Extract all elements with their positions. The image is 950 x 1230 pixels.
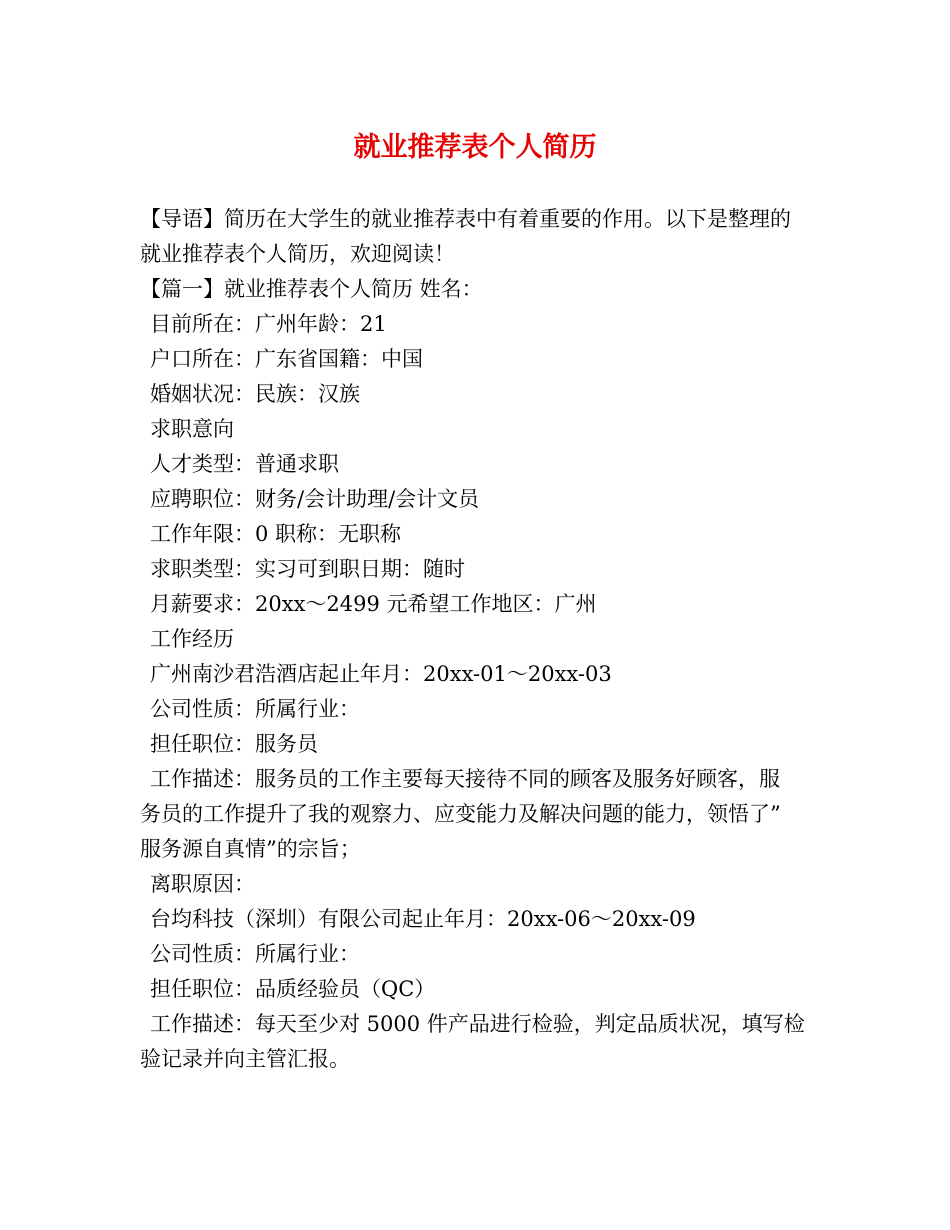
document-body <box>140 202 812 1077</box>
text-line: 广州南沙君浩酒店起止年月：20xx-01～20xx-03 <box>150 662 612 686</box>
text-line: 工作描述：服务员的工作主要每天接待不同的顾客及服务好顾客，服 <box>150 767 780 791</box>
text-line: 公司性质：所属行业： <box>150 697 360 721</box>
text-line: 【篇一】就业推荐表个人简历 姓名： <box>140 277 483 301</box>
text-line: 求职意向 <box>150 417 234 441</box>
text-line: 验记录并向主管汇报。 <box>140 1047 350 1071</box>
text-line: 台均科技（深圳）有限公司起止年月：20xx-06～20xx-09 <box>150 907 696 931</box>
text-line: 工作年限：0 职称：无职称 <box>150 522 402 546</box>
text-line: 求职类型：实习可到职日期：随时 <box>150 557 465 581</box>
text-line: 工作经历 <box>150 627 234 651</box>
text-line: 担任职位：服务员 <box>150 732 318 756</box>
text-line: 公司性质：所属行业： <box>150 942 360 966</box>
text-line: 户口所在：广东省国籍：中国 <box>150 347 423 371</box>
text-line: 务员的工作提升了我的观察力、应变能力及解决问题的能力，领悟了” <box>140 802 781 826</box>
text-line: 工作描述：每天至少对 5000 件产品进行检验，判定品质状况，填写检 <box>150 1012 805 1036</box>
text-line: 目前所在：广州年龄：21 <box>150 312 387 336</box>
document-title: 就业推荐表个人简历 <box>353 132 597 163</box>
text-line: 离职原因： <box>150 872 255 896</box>
text-line: 应聘职位：财务/会计助理/会计文员 <box>150 487 480 511</box>
text-line: 就业推荐表个人简历，欢迎阅读！ <box>140 242 455 266</box>
text-line: 月薪要求：20xx～2499 元希望工作地区：广州 <box>150 592 597 616</box>
text-line: 人才类型：普通求职 <box>150 452 339 476</box>
text-line: 婚姻状况：民族：汉族 <box>150 382 360 406</box>
text-line: 【导语】简历在大学生的就业推荐表中有着重要的作用。以下是整理的 <box>140 207 791 231</box>
text-line: 担任职位：品质经验员（QC） <box>150 977 436 1001</box>
text-line: 服务源自真情”的宗旨； <box>140 837 361 861</box>
